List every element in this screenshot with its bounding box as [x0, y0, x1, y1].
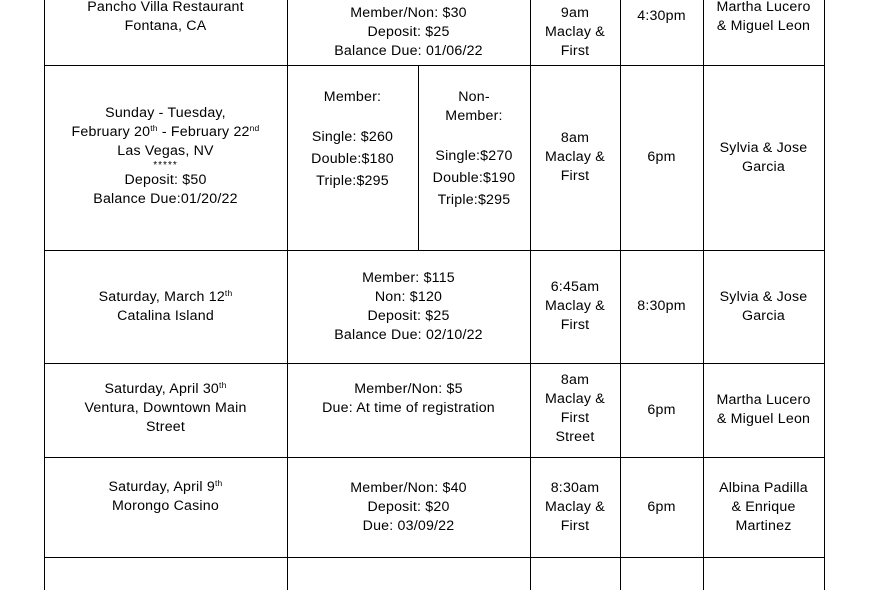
nonmember-title: Member:: [445, 108, 503, 124]
member-price-cell: [287, 65, 418, 250]
trip-departure-cell: [530, 65, 620, 250]
host-name: Garcia: [741, 158, 785, 175]
trip-return-cell: [620, 250, 703, 363]
price-line: Due: At time of registration: [322, 400, 495, 416]
trip-place: Fontana, CA: [124, 17, 207, 34]
departure-time: 8am: [560, 372, 590, 388]
host-name: Garcia: [741, 307, 785, 324]
member-triple-price: Triple:$295: [316, 173, 389, 189]
departure-time: 9am: [560, 4, 590, 21]
trip-place: Las Vegas, NV: [117, 143, 214, 159]
price-line: Due: 03/09/22: [362, 517, 455, 534]
trip-date: Sunday - Tuesday,: [105, 105, 226, 121]
deposit: Deposit: $50: [124, 172, 207, 188]
trip-departure-cell: [530, 250, 620, 363]
trip-price-cell: [287, 250, 530, 363]
price-line: Balance Due: 02/10/22: [334, 326, 483, 343]
host-name: & Miguel Leon: [716, 17, 811, 34]
price-line: Deposit: $25: [367, 307, 450, 324]
nonmember-triple-price: Triple:$295: [437, 192, 511, 208]
departure-location: First: [560, 317, 590, 333]
price-line: Deposit: $20: [367, 498, 450, 515]
trip-date: Saturday, April 30th: [104, 379, 227, 397]
trip-return-cell: [620, 363, 703, 457]
trip-departure-cell: [530, 0, 620, 65]
nonmember-price-cell: [418, 65, 530, 250]
departure-location: Maclay &: [545, 498, 605, 515]
trip-destination-cell: [44, 363, 287, 457]
trip-return-cell: [620, 65, 703, 250]
trip-place: Street: [145, 418, 186, 435]
trip-departure-cell: [530, 457, 620, 557]
trip-host-cell: [703, 363, 824, 457]
nonmember-single-price: Single:$270: [435, 148, 513, 164]
nonmember-double-price: Double:$190: [432, 170, 516, 186]
trip-place: Pancho Villa Restaurant: [87, 0, 244, 15]
departure-location: First: [560, 410, 590, 426]
trip-place: Catalina Island: [117, 307, 214, 324]
departure-location: Street: [555, 429, 595, 445]
departure-time: 8:30am: [550, 479, 600, 496]
host-name: & Enrique: [731, 498, 796, 515]
host-name: Martinez: [735, 517, 792, 534]
trip-schedule-table: [44, 0, 825, 590]
trip-price-cell: [287, 0, 530, 65]
member-double-price: Double:$180: [311, 151, 394, 167]
row-divider: [44, 557, 825, 558]
trip-host-cell: [703, 250, 824, 363]
trip-destination-cell: [44, 65, 287, 250]
trip-host-cell: [703, 0, 824, 65]
return-time: 6pm: [647, 401, 676, 418]
departure-location: First: [560, 168, 590, 184]
trip-place: Ventura, Downtown Main: [84, 399, 247, 416]
separator-stars: *****: [153, 160, 178, 171]
price-line: Balance Due: 01/06/22: [334, 42, 483, 59]
member-title: Member:: [323, 89, 382, 105]
return-time: 4:30pm: [637, 8, 686, 24]
host-name: Martha Lucero: [716, 0, 811, 15]
departure-location: First: [560, 517, 590, 534]
trip-date: Saturday, March 12th: [98, 287, 233, 305]
column-divider: [824, 0, 825, 590]
host-name: Martha Lucero: [716, 392, 811, 408]
trip-departure-cell: [530, 363, 620, 457]
trip-place: Morongo Casino: [112, 498, 219, 514]
price-line: Member/Non: $30: [350, 4, 467, 21]
return-time: 6pm: [647, 149, 676, 165]
trip-destination-cell: [44, 457, 287, 557]
departure-location: Maclay &: [545, 391, 605, 407]
trip-date: Saturday, April 9th: [108, 478, 223, 495]
trip-host-cell: [703, 457, 824, 557]
departure-time: 8am: [560, 130, 590, 146]
return-time: 6pm: [647, 498, 676, 515]
price-line: Deposit: $25: [367, 23, 450, 40]
trip-date: February 20th - February 22nd: [71, 123, 260, 140]
host-name: Albina Padilla: [719, 479, 808, 496]
trip-price-cell: [287, 363, 530, 457]
trip-price-cell: [287, 457, 530, 557]
departure-location: Maclay &: [545, 149, 605, 165]
departure-location: Maclay &: [545, 298, 605, 314]
host-name: Sylvia & Jose: [719, 139, 808, 156]
trip-destination-cell: [44, 0, 287, 65]
departure-time: 6:45am: [550, 279, 600, 295]
trip-destination-cell: [44, 250, 287, 363]
member-single-price: Single: $260: [311, 129, 394, 145]
host-name: Sylvia & Jose: [719, 288, 808, 305]
price-line: Member: $115: [362, 269, 455, 286]
nonmember-title: Non-: [458, 89, 490, 105]
price-line: Non: $120: [374, 288, 443, 305]
trip-return-cell: [620, 0, 703, 65]
host-name: & Miguel Leon: [716, 411, 811, 427]
trip-host-cell: [703, 65, 824, 250]
departure-location: First: [560, 42, 590, 59]
price-line: Member/Non: $5: [354, 381, 463, 397]
balance-due: Balance Due:01/20/22: [93, 191, 238, 207]
trip-return-cell: [620, 457, 703, 557]
departure-location: Maclay &: [545, 23, 605, 40]
return-time: 8:30pm: [637, 298, 686, 314]
price-line: Member/Non: $40: [350, 479, 467, 496]
